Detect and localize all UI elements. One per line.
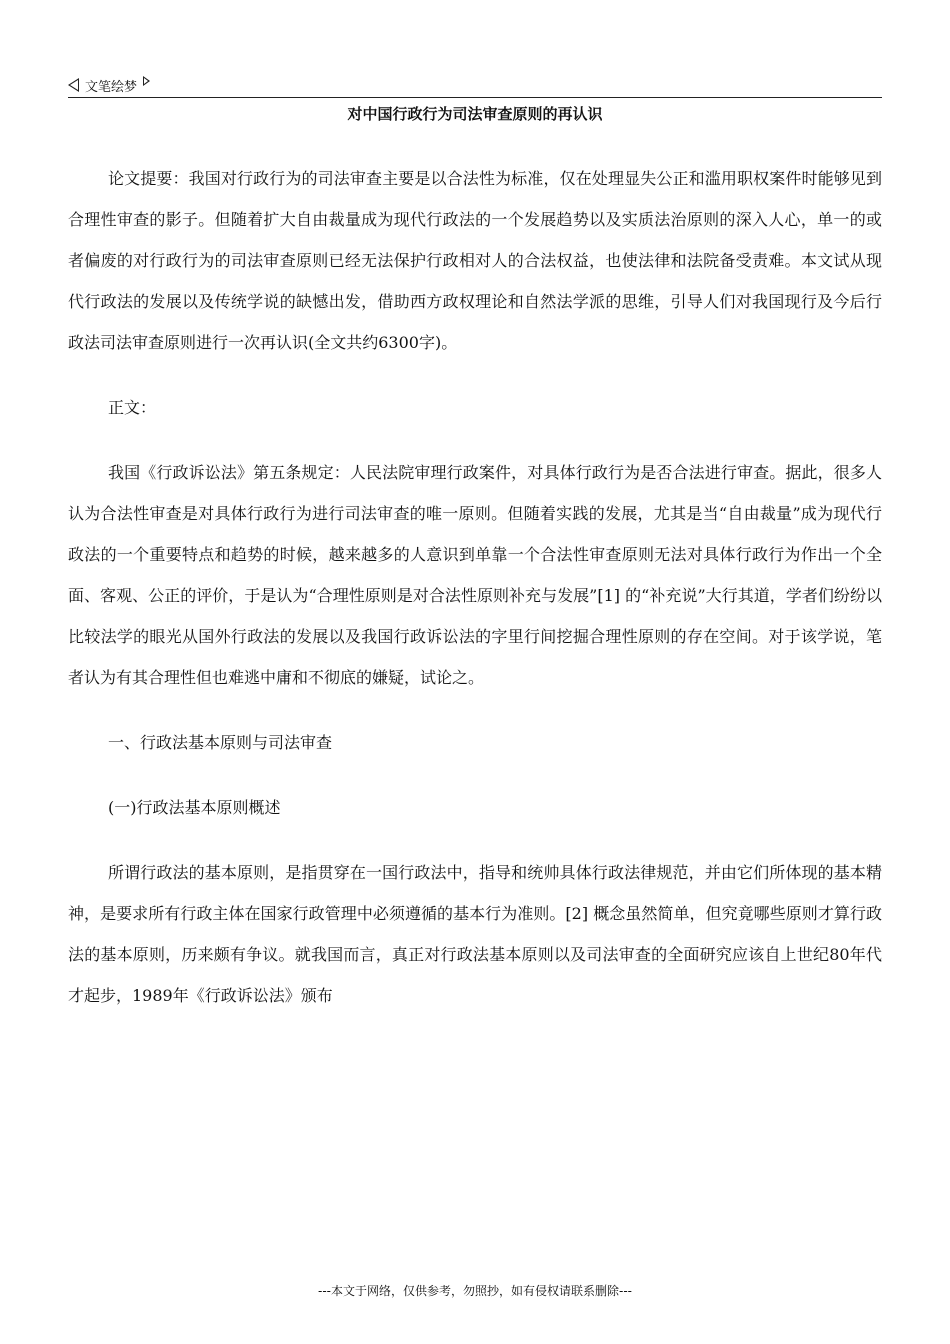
subsection-heading: (一)行政法基本原则概述: [108, 798, 281, 817]
header-label: 文笔绘梦: [85, 79, 138, 95]
footer-notice: ---本文于网络，仅供参考，勿照抄，如有侵权请联系删除---: [318, 1284, 632, 1298]
triangle-left-icon: [68, 78, 79, 92]
body-paragraph: 所谓行政法的基本原则，是指贯穿在一国行政法中，指导和统帅具体行政法律规范，并由它们所体现的基本精神，是要求所有行政主体在国家行政管理中必须遵循的基本行为准则。[2] 概念虽然简单，但究竟哪些原则才算行政法的基本原则，历来颇有争议。就我国而言，真正对行政法基本原则以及司法审查的全面研究应该自上世纪80年代才起步，1989年《行政诉讼法》颁布: [68, 863, 882, 1005]
document-title: 对中国行政行为司法审查原则的再认识: [347, 105, 603, 123]
document-body: [68, 158, 882, 1016]
page-header: [68, 74, 150, 96]
body-paragraph: 我国《行政诉讼法》第五条规定：人民法院审理行政案件，对具体行政行为是否合法进行审查。据此，很多人认为合法性审查是对具体行政行为进行司法审查的唯一原则。但随着实践的发展，尤其是当“自由裁量”成为现代行政法的一个重要特点和趋势的时候，越来越多的人意识到单靠一个合法性审查原则无法对具体行政行为作出一个全面、客观、公正的评价，于是认为“合理性原则是对合法性原则补充与发展”[1] 的“补充说”大行其道，学者们纷纷以比较法学的眼光从国外行政法的发展以及我国行政诉讼法的字里行间挖掘合理性原则的存在空间。对于该学说，笔者认为有其合理性但也难逃中庸和不彻底的嫌疑，试论之。: [68, 463, 882, 687]
abstract-paragraph: 论文提要：我国对行政行为的司法审查主要是以合法性为标准，仅在处理显失公正和滥用职权案件时能够见到合理性审查的影子。但随着扩大自由裁量成为现代行政法的一个发展趋势以及实质法治原则的深入人心，单一的或者偏废的对行政行为的司法审查原则已经无法保护行政相对人的合法权益，也使法律和法院备受责难。本文试从现代行政法的发展以及传统学说的缺憾出发，借助西方政权理论和自然法学派的思维，引导人们对我国现行及今后行政法司法审查原则进行一次再认识(全文共约6300字)。: [68, 169, 882, 352]
section-heading: 一、行政法基本原则与司法审查: [108, 733, 333, 752]
header-rule: [68, 97, 882, 98]
triangle-right-icon: [143, 76, 150, 86]
body-heading: 正文：: [108, 398, 157, 417]
